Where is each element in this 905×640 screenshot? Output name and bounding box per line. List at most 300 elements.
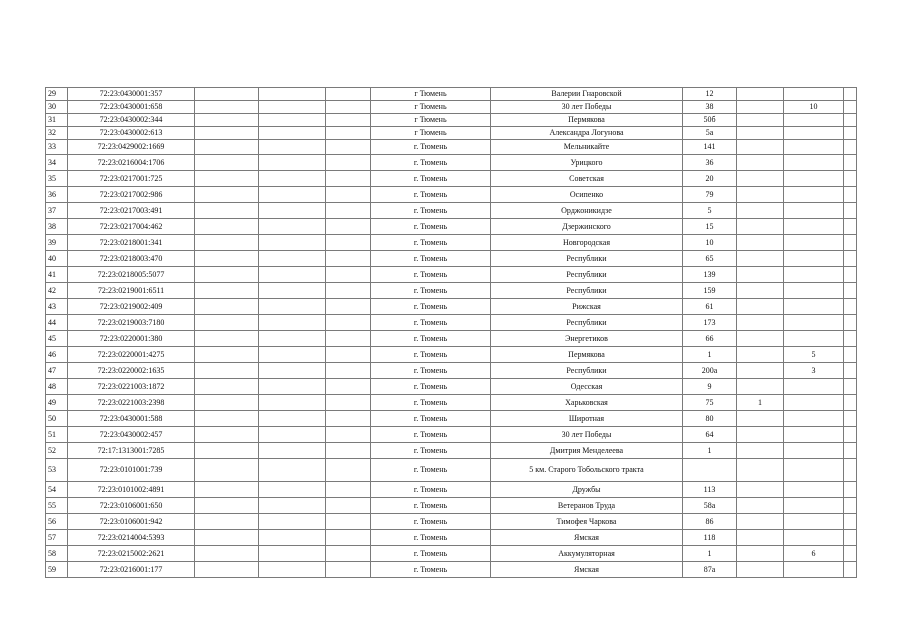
street-name: Новгородская (491, 235, 683, 251)
street-name: Одесская (491, 379, 683, 395)
cadastral-number: 72:23:0220002:1635 (68, 363, 195, 379)
empty-cell (844, 187, 857, 203)
empty-cell (195, 546, 259, 562)
row-number: 46 (46, 347, 68, 363)
cadastral-number: 72:23:0101001:739 (68, 459, 195, 482)
city-name: г. Тюмень (371, 347, 491, 363)
empty-cell (844, 251, 857, 267)
empty-cell (326, 219, 371, 235)
empty-cell (195, 101, 259, 114)
empty-cell (844, 395, 857, 411)
table-row (46, 299, 857, 315)
extra-value-b (784, 427, 844, 443)
empty-cell (844, 530, 857, 546)
empty-cell (326, 114, 371, 127)
empty-cell (195, 315, 259, 331)
house-number: 80 (683, 411, 737, 427)
empty-cell (195, 114, 259, 127)
cadastral-number: 72:23:0217004:462 (68, 219, 195, 235)
empty-cell (259, 363, 326, 379)
extra-value-a (737, 347, 784, 363)
row-number: 51 (46, 427, 68, 443)
empty-cell (844, 101, 857, 114)
cadastral-number: 72:17:1313001:7285 (68, 443, 195, 459)
row-number: 33 (46, 140, 68, 155)
table-row (46, 395, 857, 411)
cadastral-number: 72:23:0430002:457 (68, 427, 195, 443)
city-name: г. Тюмень (371, 251, 491, 267)
city-name: г. Тюмень (371, 443, 491, 459)
empty-cell (259, 443, 326, 459)
extra-value-b (784, 331, 844, 347)
extra-value-a (737, 315, 784, 331)
city-name: г Тюмень (371, 127, 491, 140)
empty-cell (326, 251, 371, 267)
row-number: 55 (46, 498, 68, 514)
house-number (683, 459, 737, 482)
cadastral-number: 72:23:0430002:344 (68, 114, 195, 127)
house-number: 12 (683, 88, 737, 101)
extra-value-a (737, 459, 784, 482)
row-number: 48 (46, 379, 68, 395)
row-number: 40 (46, 251, 68, 267)
street-name: 30 лет Победы (491, 427, 683, 443)
row-number: 41 (46, 267, 68, 283)
table-row (46, 235, 857, 251)
empty-cell (195, 299, 259, 315)
row-number: 59 (46, 562, 68, 578)
city-name: г. Тюмень (371, 482, 491, 498)
street-name: Аккумуляторная (491, 546, 683, 562)
street-name: Советская (491, 171, 683, 187)
extra-value-b (784, 562, 844, 578)
extra-value-a (737, 331, 784, 347)
table-row (46, 283, 857, 299)
extra-value-a (737, 299, 784, 315)
empty-cell (326, 498, 371, 514)
empty-cell (844, 562, 857, 578)
empty-cell (259, 101, 326, 114)
extra-value-b (784, 498, 844, 514)
extra-value-b (784, 171, 844, 187)
extra-value-a (737, 514, 784, 530)
table-row (46, 219, 857, 235)
empty-cell (195, 140, 259, 155)
row-number: 31 (46, 114, 68, 127)
table-row (46, 482, 857, 498)
empty-cell (195, 331, 259, 347)
city-name: г Тюмень (371, 114, 491, 127)
row-number: 44 (46, 315, 68, 331)
row-number: 45 (46, 331, 68, 347)
row-number: 54 (46, 482, 68, 498)
house-number: 86 (683, 514, 737, 530)
empty-cell (259, 114, 326, 127)
street-name: 30 лет Победы (491, 101, 683, 114)
house-number: 15 (683, 219, 737, 235)
extra-value-a (737, 140, 784, 155)
empty-cell (195, 155, 259, 171)
extra-value-b: 5 (784, 347, 844, 363)
empty-cell (195, 379, 259, 395)
table-row (46, 127, 857, 140)
street-name: Ямская (491, 562, 683, 578)
house-number: 1 (683, 546, 737, 562)
empty-cell (326, 155, 371, 171)
empty-cell (195, 363, 259, 379)
extra-value-a (737, 251, 784, 267)
empty-cell (195, 395, 259, 411)
table-row (46, 203, 857, 219)
cadastral-number: 72:23:0430001:658 (68, 101, 195, 114)
empty-cell (326, 267, 371, 283)
address-register-table (45, 87, 857, 578)
row-number: 47 (46, 363, 68, 379)
street-name: Республики (491, 363, 683, 379)
extra-value-b (784, 411, 844, 427)
extra-value-b (784, 88, 844, 101)
empty-cell (326, 395, 371, 411)
street-name: Александра Логунова (491, 127, 683, 140)
empty-cell (195, 530, 259, 546)
table-row (46, 562, 857, 578)
street-name: Республики (491, 267, 683, 283)
extra-value-a (737, 155, 784, 171)
cadastral-number: 72:23:0217001:725 (68, 171, 195, 187)
empty-cell (844, 482, 857, 498)
empty-cell (844, 127, 857, 140)
table-row (46, 267, 857, 283)
row-number: 56 (46, 514, 68, 530)
empty-cell (326, 315, 371, 331)
house-number: 38 (683, 101, 737, 114)
empty-cell (195, 562, 259, 578)
cadastral-number: 72:23:0218005:5077 (68, 267, 195, 283)
cadastral-number: 72:23:0215002:2621 (68, 546, 195, 562)
row-number: 49 (46, 395, 68, 411)
extra-value-b (784, 299, 844, 315)
extra-value-b (784, 235, 844, 251)
empty-cell (326, 203, 371, 219)
extra-value-a (737, 363, 784, 379)
empty-cell (195, 411, 259, 427)
city-name: г. Тюмень (371, 363, 491, 379)
house-number: 1 (683, 347, 737, 363)
empty-cell (326, 171, 371, 187)
empty-cell (844, 443, 857, 459)
street-name: Осипенко (491, 187, 683, 203)
city-name: г. Тюмень (371, 546, 491, 562)
extra-value-a (737, 88, 784, 101)
extra-value-a (737, 546, 784, 562)
city-name: г. Тюмень (371, 395, 491, 411)
city-name: г. Тюмень (371, 187, 491, 203)
table-row (46, 411, 857, 427)
cadastral-number: 72:23:0430002:613 (68, 127, 195, 140)
city-name: г. Тюмень (371, 562, 491, 578)
empty-cell (195, 283, 259, 299)
extra-value-b (784, 114, 844, 127)
empty-cell (844, 114, 857, 127)
house-number: 20 (683, 171, 737, 187)
empty-cell (326, 482, 371, 498)
row-number: 38 (46, 219, 68, 235)
city-name: г. Тюмень (371, 299, 491, 315)
city-name: г. Тюмень (371, 530, 491, 546)
empty-cell (195, 443, 259, 459)
row-number: 37 (46, 203, 68, 219)
empty-cell (326, 427, 371, 443)
empty-cell (844, 315, 857, 331)
extra-value-a (737, 379, 784, 395)
house-number: 9 (683, 379, 737, 395)
city-name: г. Тюмень (371, 140, 491, 155)
street-name: Орджоникидзе (491, 203, 683, 219)
city-name: г Тюмень (371, 88, 491, 101)
cadastral-number: 72:23:0219001:6511 (68, 283, 195, 299)
extra-value-b (784, 459, 844, 482)
empty-cell (259, 379, 326, 395)
extra-value-b (784, 315, 844, 331)
house-number: 5 (683, 203, 737, 219)
extra-value-a (737, 203, 784, 219)
cadastral-number: 72:23:0220001:4275 (68, 347, 195, 363)
house-number: 58а (683, 498, 737, 514)
empty-cell (259, 315, 326, 331)
empty-cell (326, 411, 371, 427)
empty-cell (195, 427, 259, 443)
row-number: 43 (46, 299, 68, 315)
extra-value-b (784, 140, 844, 155)
cadastral-number: 72:23:0430001:588 (68, 411, 195, 427)
cadastral-number: 72:23:0216004:1706 (68, 155, 195, 171)
empty-cell (844, 283, 857, 299)
house-number: 50б (683, 114, 737, 127)
empty-cell (195, 514, 259, 530)
row-number: 53 (46, 459, 68, 482)
city-name: г. Тюмень (371, 315, 491, 331)
empty-cell (259, 299, 326, 315)
city-name: г. Тюмень (371, 283, 491, 299)
empty-cell (259, 482, 326, 498)
city-name: г. Тюмень (371, 267, 491, 283)
extra-value-a (737, 498, 784, 514)
extra-value-a (737, 114, 784, 127)
extra-value-b (784, 395, 844, 411)
street-name: Пермякова (491, 114, 683, 127)
empty-cell (326, 347, 371, 363)
empty-cell (844, 379, 857, 395)
empty-cell (195, 203, 259, 219)
empty-cell (326, 562, 371, 578)
cadastral-number: 72:23:0214004:5393 (68, 530, 195, 546)
extra-value-a (737, 235, 784, 251)
empty-cell (844, 514, 857, 530)
empty-cell (259, 140, 326, 155)
empty-cell (259, 187, 326, 203)
extra-value-b (784, 219, 844, 235)
empty-cell (844, 235, 857, 251)
city-name: г. Тюмень (371, 235, 491, 251)
city-name: г. Тюмень (371, 427, 491, 443)
empty-cell (326, 459, 371, 482)
house-number: 200а (683, 363, 737, 379)
extra-value-a (737, 530, 784, 546)
empty-cell (195, 498, 259, 514)
table-row (46, 459, 857, 482)
extra-value-a (737, 101, 784, 114)
empty-cell (844, 140, 857, 155)
empty-cell (844, 219, 857, 235)
table-row (46, 114, 857, 127)
table-row (46, 427, 857, 443)
empty-cell (326, 101, 371, 114)
extra-value-b: 10 (784, 101, 844, 114)
house-number: 118 (683, 530, 737, 546)
street-name: Ямская (491, 530, 683, 546)
extra-value-b (784, 251, 844, 267)
street-name: Энергетиков (491, 331, 683, 347)
cadastral-number: 72:23:0218003:470 (68, 251, 195, 267)
row-number: 58 (46, 546, 68, 562)
cadastral-number: 72:23:0221003:1872 (68, 379, 195, 395)
house-number: 139 (683, 267, 737, 283)
empty-cell (844, 299, 857, 315)
empty-cell (259, 530, 326, 546)
extra-value-a (737, 267, 784, 283)
empty-cell (259, 127, 326, 140)
empty-cell (326, 443, 371, 459)
house-number: 10 (683, 235, 737, 251)
cadastral-number: 72:23:0216001:177 (68, 562, 195, 578)
extra-value-a (737, 219, 784, 235)
row-number: 39 (46, 235, 68, 251)
extra-value-a (737, 127, 784, 140)
table-row (46, 379, 857, 395)
empty-cell (326, 530, 371, 546)
street-name: Мельникайте (491, 140, 683, 155)
table-row (46, 88, 857, 101)
empty-cell (844, 411, 857, 427)
city-name: г. Тюмень (371, 459, 491, 482)
extra-value-a (737, 427, 784, 443)
empty-cell (195, 459, 259, 482)
house-number: 36 (683, 155, 737, 171)
extra-value-a (737, 171, 784, 187)
cadastral-number: 72:23:0219002:409 (68, 299, 195, 315)
empty-cell (259, 331, 326, 347)
empty-cell (326, 140, 371, 155)
city-name: г. Тюмень (371, 411, 491, 427)
row-number: 42 (46, 283, 68, 299)
cadastral-number: 72:23:0219003:7180 (68, 315, 195, 331)
empty-cell (259, 411, 326, 427)
empty-cell (326, 546, 371, 562)
extra-value-b (784, 482, 844, 498)
street-name: Тимофея Чаркова (491, 514, 683, 530)
empty-cell (844, 331, 857, 347)
empty-cell (844, 88, 857, 101)
empty-cell (259, 283, 326, 299)
empty-cell (195, 251, 259, 267)
empty-cell (259, 267, 326, 283)
empty-cell (259, 427, 326, 443)
empty-cell (195, 235, 259, 251)
cadastral-number: 72:23:0217002:986 (68, 187, 195, 203)
house-number: 87а (683, 562, 737, 578)
row-number: 57 (46, 530, 68, 546)
empty-cell (259, 514, 326, 530)
empty-cell (844, 267, 857, 283)
city-name: г Тюмень (371, 101, 491, 114)
extra-value-b (784, 127, 844, 140)
empty-cell (326, 363, 371, 379)
empty-cell (844, 347, 857, 363)
house-number: 79 (683, 187, 737, 203)
house-number: 65 (683, 251, 737, 267)
extra-value-b (784, 267, 844, 283)
house-number: 66 (683, 331, 737, 347)
cadastral-number: 72:23:0221003:2398 (68, 395, 195, 411)
empty-cell (259, 546, 326, 562)
city-name: г. Тюмень (371, 379, 491, 395)
extra-value-b (784, 514, 844, 530)
row-number: 34 (46, 155, 68, 171)
street-name: Республики (491, 315, 683, 331)
house-number: 159 (683, 283, 737, 299)
extra-value-b (784, 155, 844, 171)
street-name: Харьковская (491, 395, 683, 411)
empty-cell (195, 127, 259, 140)
extra-value-b (784, 379, 844, 395)
street-name: Валерии Гнаровской (491, 88, 683, 101)
empty-cell (326, 299, 371, 315)
city-name: г. Тюмень (371, 155, 491, 171)
row-number: 30 (46, 101, 68, 114)
empty-cell (326, 88, 371, 101)
city-name: г. Тюмень (371, 203, 491, 219)
empty-cell (259, 235, 326, 251)
table-row (46, 101, 857, 114)
extra-value-a (737, 482, 784, 498)
house-number: 141 (683, 140, 737, 155)
city-name: г. Тюмень (371, 331, 491, 347)
empty-cell (195, 347, 259, 363)
extra-value-a (737, 283, 784, 299)
row-number: 50 (46, 411, 68, 427)
house-number: 75 (683, 395, 737, 411)
empty-cell (259, 459, 326, 482)
city-name: г. Тюмень (371, 514, 491, 530)
extra-value-b: 3 (784, 363, 844, 379)
extra-value-b (784, 203, 844, 219)
extra-value-b (784, 283, 844, 299)
empty-cell (326, 514, 371, 530)
empty-cell (195, 171, 259, 187)
street-name: Республики (491, 251, 683, 267)
empty-cell (844, 427, 857, 443)
empty-cell (326, 127, 371, 140)
table-row (46, 140, 857, 155)
street-name: Ветеранов Труда (491, 498, 683, 514)
empty-cell (259, 88, 326, 101)
empty-cell (195, 219, 259, 235)
extra-value-b (784, 187, 844, 203)
table-row (46, 530, 857, 546)
cadastral-number: 72:23:0217003:491 (68, 203, 195, 219)
cadastral-number: 72:23:0220001:380 (68, 331, 195, 347)
street-name: Широтная (491, 411, 683, 427)
